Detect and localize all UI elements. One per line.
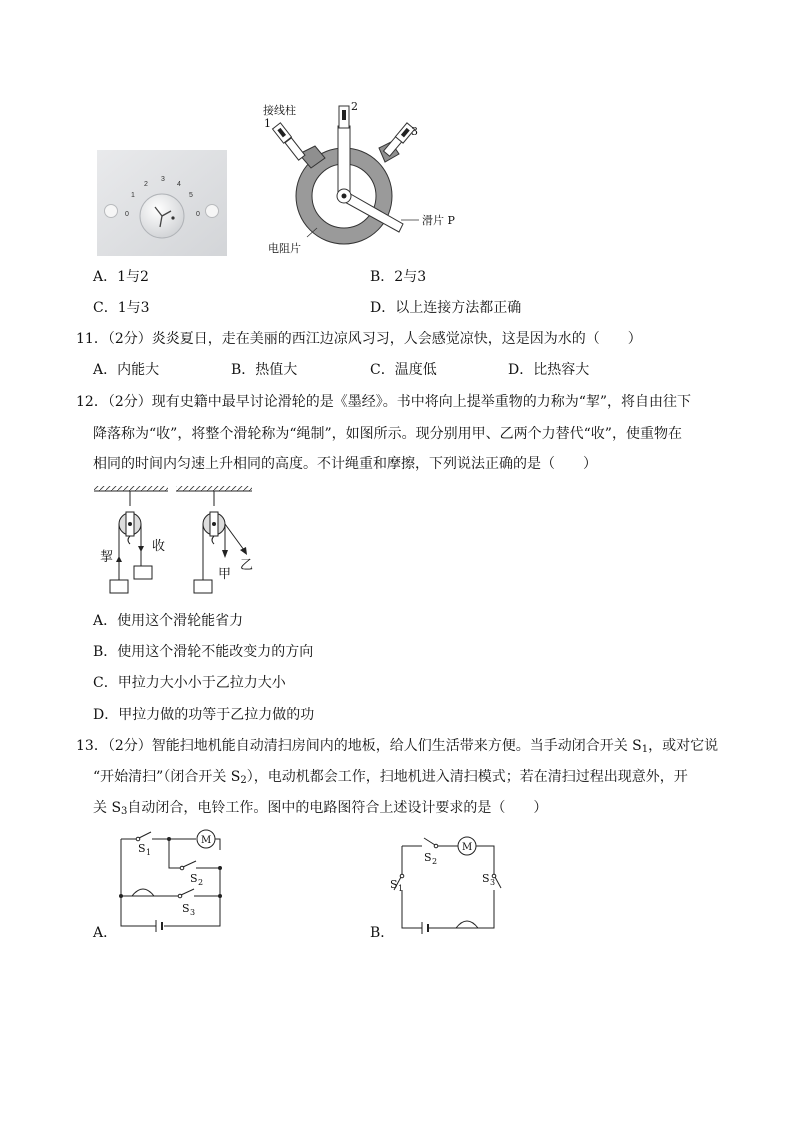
q11-stem: 11．（2分）炎炎夏日，走在美丽的西江边凉风习习，人会感觉凉快，这是因为水的（ ）	[76, 331, 642, 347]
knob-scale-label: 3	[161, 176, 165, 183]
circuit-a	[118, 830, 228, 932]
switch-s-label: S	[182, 902, 190, 915]
q12-stem-line2: 降落称为“收”，将整个滑轮称为“绳制”，如图所示。现分别用甲、乙两个力替代“收”，使重物在	[93, 426, 682, 442]
pulley-label-shou: 收	[152, 539, 166, 554]
motor-label: M	[462, 842, 473, 853]
q10-option-d[interactable]: D．以上连接方法都正确	[370, 300, 522, 316]
q11-option-c[interactable]: C．温度低	[370, 362, 437, 378]
switch-s-label: S	[390, 878, 398, 891]
resistor-label: 电阻片	[268, 242, 301, 255]
knob-photo	[97, 150, 227, 256]
q11-option-d[interactable]: D．比热容大	[508, 362, 590, 378]
switch-s1-sub: 1	[146, 848, 152, 857]
pulley-figure	[94, 484, 264, 596]
q13-option-a[interactable]: A．	[93, 925, 118, 941]
q13-stem-line3: 关 $S_3$自动闭合，电铃工作。图中的电路图符合上述设计要求的是（ ）	[93, 800, 548, 817]
switch-s2-sub: 2	[198, 878, 204, 887]
knob-scale-label: 0	[125, 211, 129, 218]
q12-stem-line3: 相同的时间内匀速上升相同的高度。不计绳重和摩擦，下列说法正确的是（ ）	[93, 456, 597, 472]
terminal-3-label: 3	[411, 125, 418, 138]
q10-option-c[interactable]: C．1与3	[93, 300, 150, 316]
terminal-label: 接线柱	[263, 104, 296, 117]
switch-s2-sub: 2	[432, 857, 438, 866]
knob-scale-label: 1	[131, 192, 135, 199]
q13-stem-line1: 13．（2分）智能扫地机能自动清扫房间内的地板，给人们生活带来方便。当手动闭合开关 $S_1$，或对它说	[76, 738, 719, 755]
q11-option-b[interactable]: B．热值大	[231, 362, 298, 378]
slider-label: 滑片 P	[422, 214, 455, 227]
pulley-label-yi: 乙	[240, 558, 254, 573]
switch-s-label: S	[424, 851, 432, 864]
q10-option-a[interactable]: A．1与2	[93, 269, 149, 285]
switch-s-label: S	[482, 872, 490, 885]
switch-s-label: S	[190, 872, 198, 885]
switch-s-label: S	[138, 842, 146, 855]
knob-scale-label: 0	[196, 211, 200, 218]
q12-option-b[interactable]: B．使用这个滑轮不能改变力的方向	[93, 644, 314, 660]
q13-option-b[interactable]: B．	[370, 925, 395, 941]
q10-option-b[interactable]: B．2与3	[370, 269, 427, 285]
switch-s3-sub: 3	[190, 908, 196, 917]
q12-option-d[interactable]: D．甲拉力做的功等于乙拉力做的功	[93, 707, 315, 723]
q12-option-c[interactable]: C．甲拉力大小小于乙拉力大小	[93, 675, 286, 691]
q11-option-a[interactable]: A．内能大	[93, 362, 160, 378]
terminal-2-label: 2	[351, 100, 358, 113]
terminal-1-label: 1	[264, 117, 271, 130]
switch-s1-sub: 1	[398, 884, 404, 893]
q13-stem-line2: “开始清扫”（闭合开关 $S_2$），电动机都会工作，扫地机进入清扫模式；若在清扫过程出现意外，开	[93, 769, 688, 786]
circuit-b	[388, 832, 498, 934]
motor-label: M	[201, 835, 212, 846]
knob-scale-label: 5	[189, 192, 193, 199]
q12-stem-line1: 12．（2分）现有史籍中最早讨论滑轮的是《墨经》。书中将向上提举重物的力称为“挈”，将自由往下	[76, 394, 692, 410]
knob-scale-label: 4	[177, 181, 181, 188]
switch-s3-sub: 3	[490, 878, 496, 887]
pulley-label-jia: 甲	[218, 567, 232, 582]
pulley-label-qie: 挈	[100, 550, 114, 565]
potentiometer-diagram	[255, 96, 455, 266]
q12-option-a[interactable]: A．使用这个滑轮能省力	[93, 613, 244, 629]
knob-scale-label: 2	[144, 181, 148, 188]
